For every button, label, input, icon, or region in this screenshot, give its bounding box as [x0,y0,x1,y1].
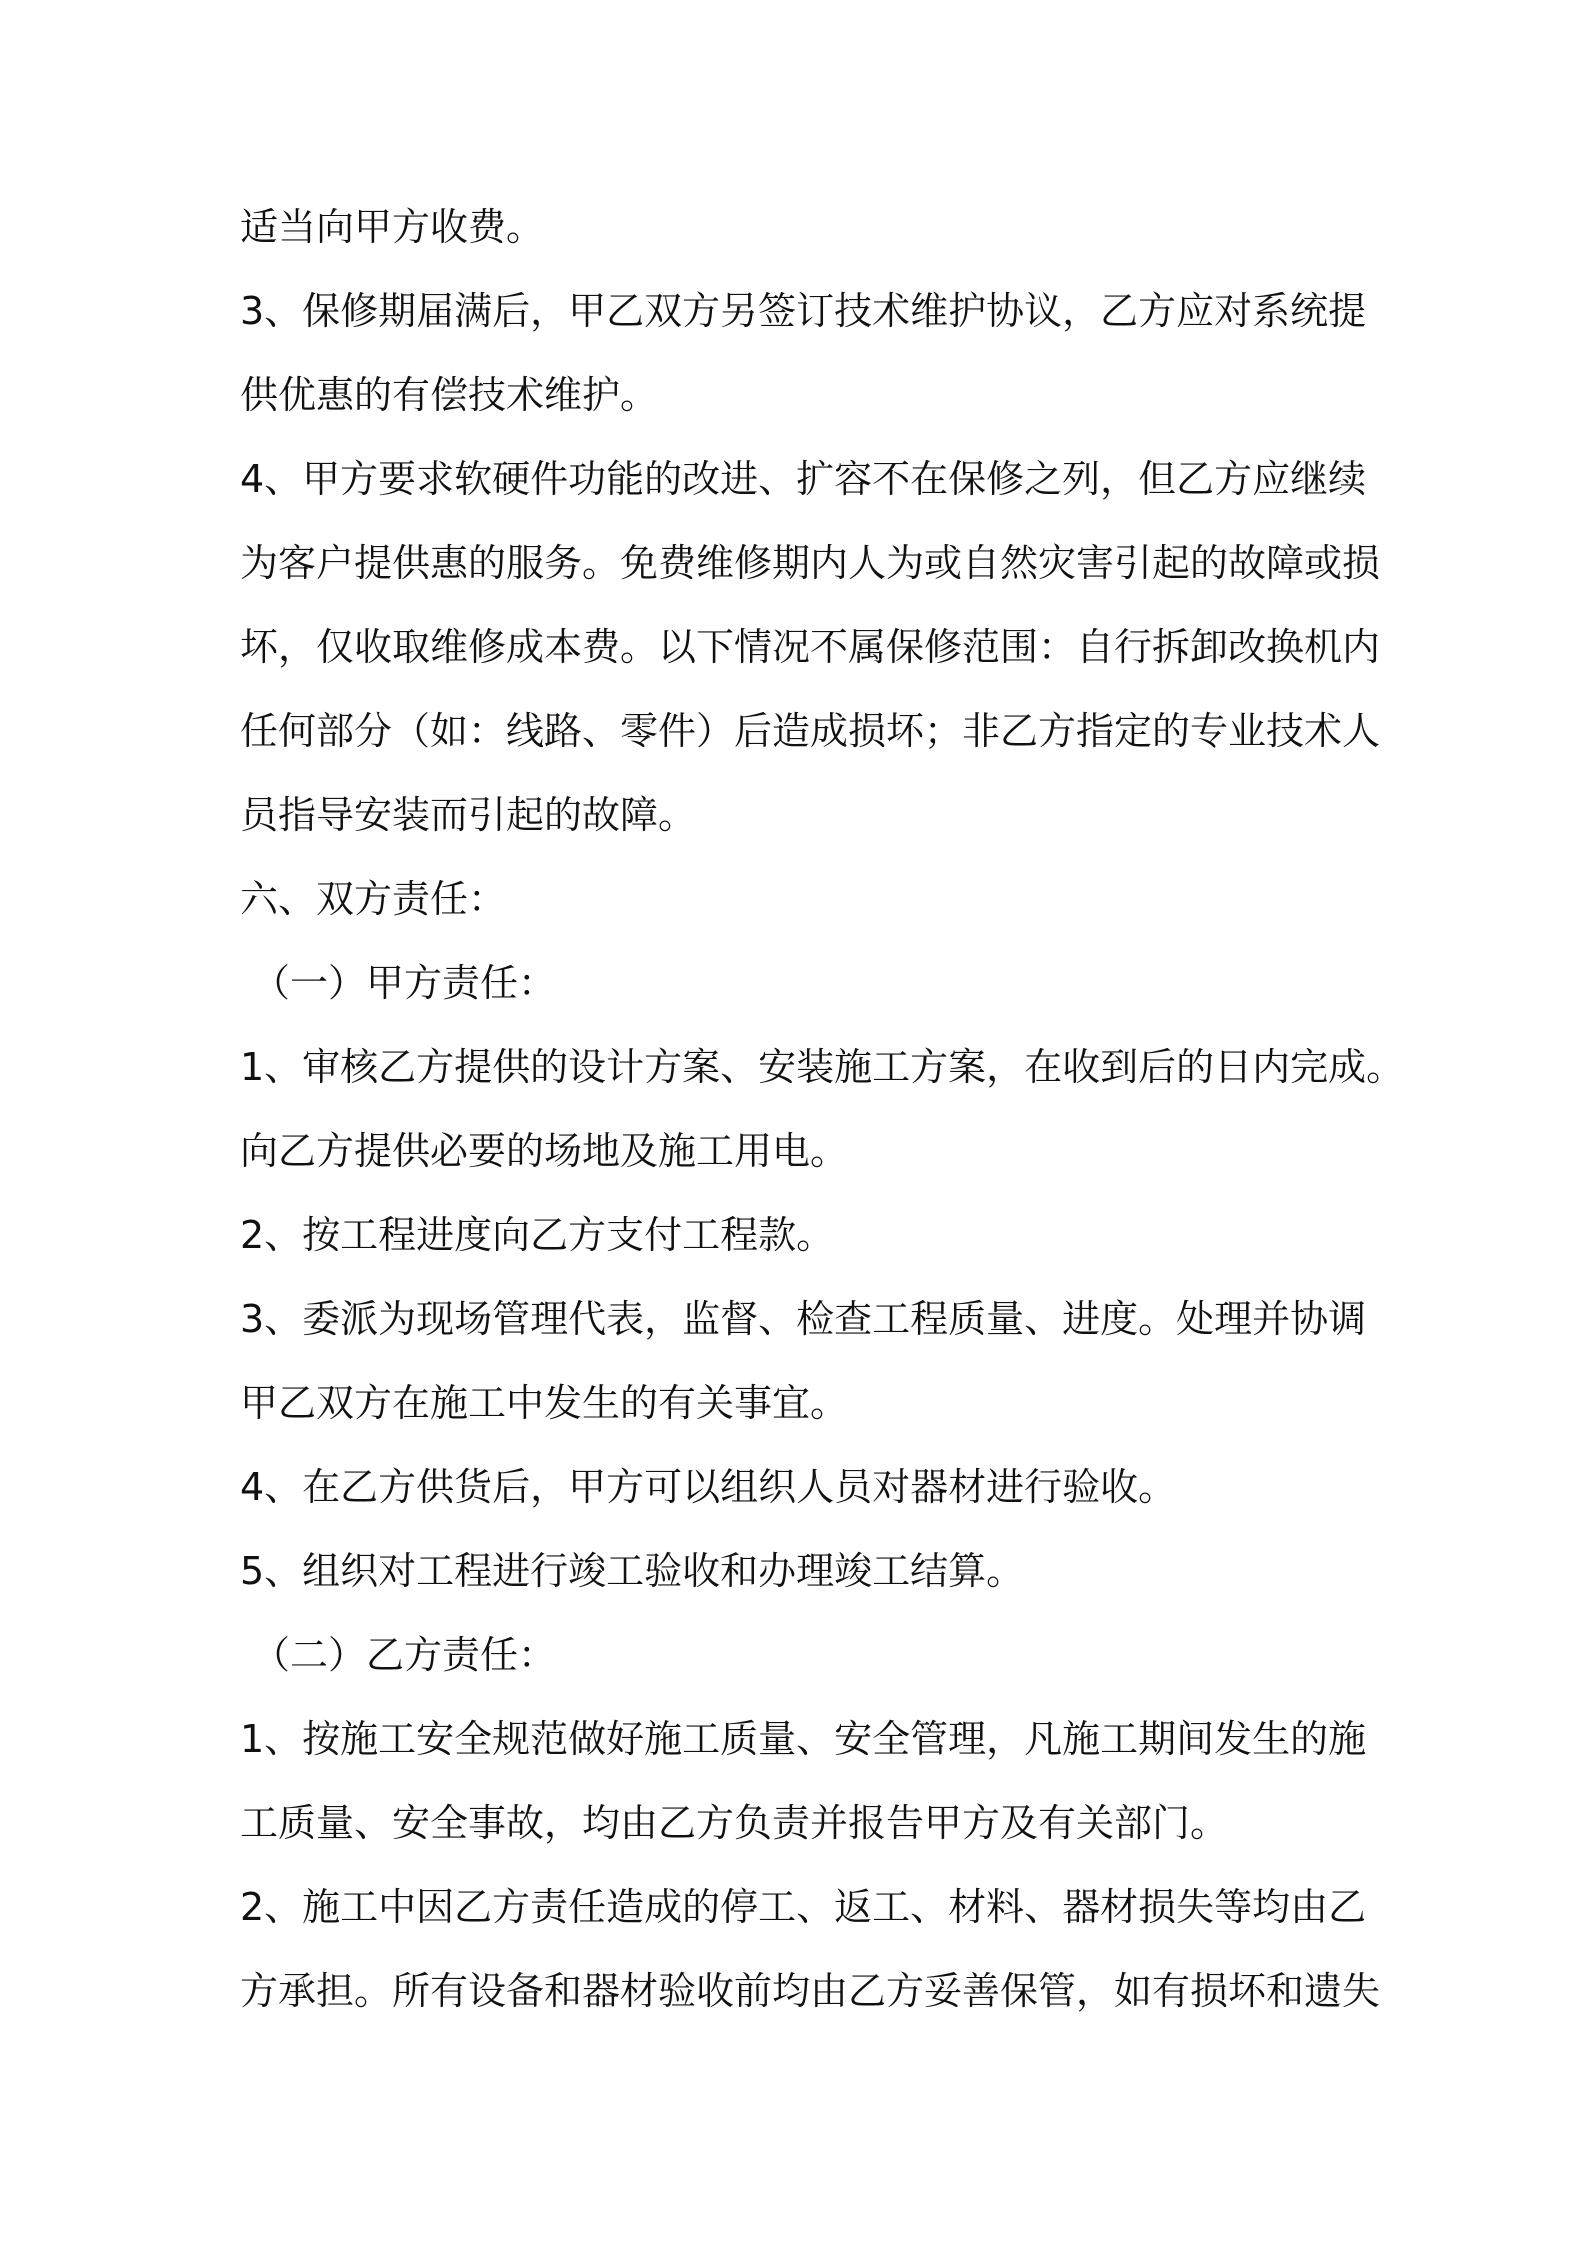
subsection-heading: （一）甲方责任： [252,961,557,1005]
text-line: 员指导安装而引起的故障。 [240,793,697,837]
text-line: 1、审核乙方提供的设计方案、安装施工方案，在收到后的日内完成。 [240,1045,1405,1089]
subsection-heading: （二）乙方责任： [252,1633,557,1677]
text-line: 4、在乙方供货后，甲方可以组织人员对器材进行验收。 [240,1465,1177,1509]
text-line: 为客户提供惠的服务。免费维修期内人为或自然灾害引起的故障或损 [240,541,1381,585]
text-line: 甲乙双方在施工中发生的有关事宜。 [240,1381,849,1425]
text-line: 坏，仅收取维修成本费。以下情况不属保修范围：自行拆卸改换机内 [240,625,1381,669]
text-line: 2、按工程进度向乙方支付工程款。 [240,1213,835,1257]
text-line: 3、保修期届满后，甲乙双方另签订技术维护协议，乙方应对系统提 [240,289,1367,333]
text-line: 3、委派为现场管理代表，监督、检查工程质量、进度。处理并协调 [240,1297,1367,1341]
text-line: 4、甲方要求软硬件功能的改进、扩容不在保修之列，但乙方应继续 [240,457,1367,501]
text-line: 适当向甲方收费。 [240,205,545,249]
text-line: 方承担。所有设备和器材验收前均由乙方妥善保管，如有损坏和遗失 [240,1969,1381,2013]
section-heading: 六、双方责任： [240,877,507,921]
text-line: 任何部分（如：线路、零件）后造成损坏；非乙方指定的专业技术人 [240,709,1381,753]
text-line: 1、按施工安全规范做好施工质量、安全管理，凡施工期间发生的施 [240,1717,1367,1761]
text-line: 工质量、安全事故，均由乙方负责并报告甲方及有关部门。 [240,1801,1229,1845]
text-line: 向乙方提供必要的场地及施工用电。 [240,1129,849,1173]
text-line: 供优惠的有偿技术维护。 [240,373,659,417]
text-line: 5、组织对工程进行竣工验收和办理竣工结算。 [240,1549,1025,1593]
text-line: 2、施工中因乙方责任造成的停工、返工、材料、器材损失等均由乙 [240,1885,1367,1929]
